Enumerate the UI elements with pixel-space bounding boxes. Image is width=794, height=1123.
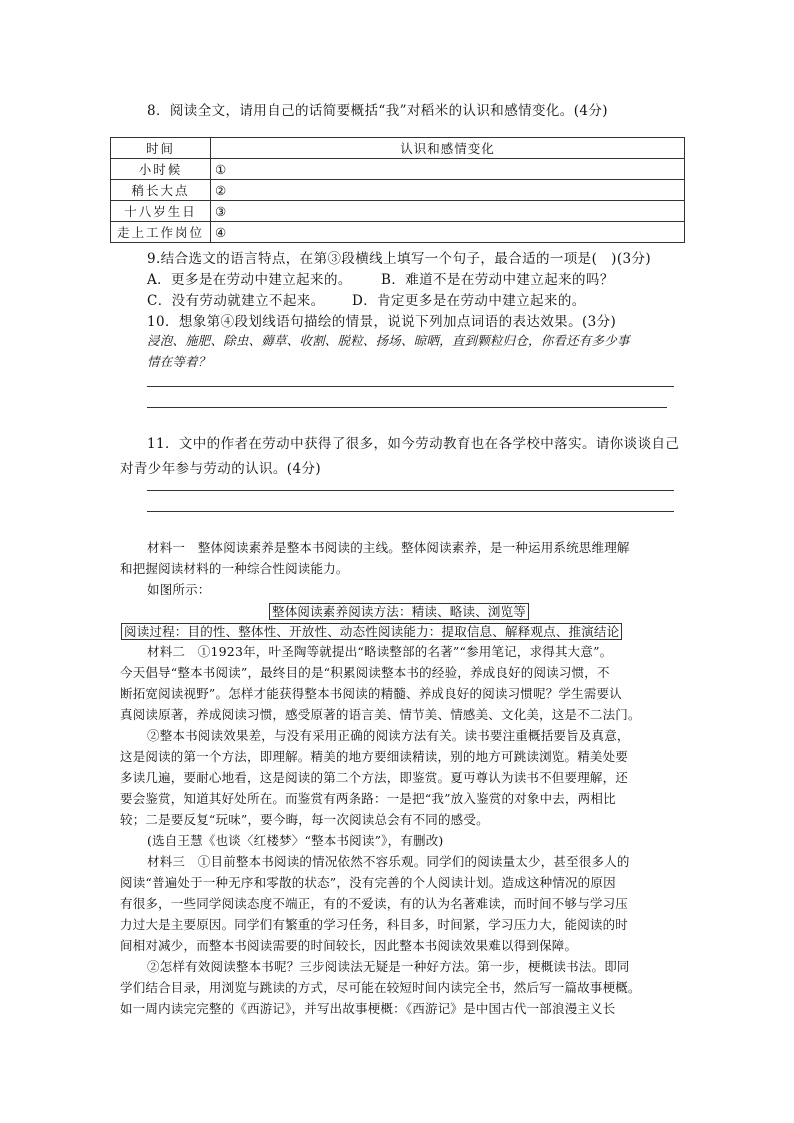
material-3-p1-line-1: 材料三 ①目前整本书阅读的情况依然不容乐观。同学们的阅读量太少，甚至很多人的 (147, 854, 630, 869)
material-2-p2-line-4: 要会鉴赏，知道其好处所在。而鉴赏有两条路：一是把“我”放入鉴赏的对象中去，两相比 (120, 791, 616, 806)
table-row (111, 180, 685, 201)
answer-line[interactable] (147, 490, 674, 491)
table-header-time: 时间 (111, 138, 211, 159)
option-a[interactable]: A．更多是在劳动中建立起来的。 (147, 272, 352, 288)
material-2-p1-line-2: 今天倡导“整本书阅读”，最终目的是“积累阅读整本书的经验，养成良好的阅读习惯，不 (120, 665, 610, 680)
material-3-p1-line-3: 有很多，一些同学阅读态度不端正，有的不爱读，有的认为名著难读，而时间不够与学习压 (120, 896, 629, 911)
table-header-change: 认识和感情变化 (211, 138, 685, 159)
question-10-line-2: 情在等着？ (147, 354, 211, 369)
answer-line[interactable] (147, 511, 674, 512)
option-b[interactable]: B．难道不是在劳动中建立起来的吗？ (381, 272, 614, 288)
material-3-p1-line-4: 力过大是主要原因。同学们有繁重的学习任务，科目多，时间紧，学习压力大，能阅读的时 (120, 917, 629, 932)
table-row (111, 222, 685, 243)
answer-line[interactable] (147, 407, 667, 408)
material-3-p2-line-2: 学们结合目录，用浏览与跳读的方式，尽可能在较短时间内读完全书，然后写一篇故事梗概。 (120, 980, 641, 995)
material-2-p1-line-4: 真阅读原著，养成阅读习惯，感受原著的语言美、情节美、情感美、文化美，这是不二法门。 (120, 707, 641, 722)
answer-table (110, 137, 685, 243)
material-3-p1-line-5: 间相对减少，而整本书阅读需要的时间较长，因此整本书阅读效果难以得到保障。 (120, 938, 578, 953)
question-11-line-1: 11．文中的作者在劳动中获得了很多，如今劳动教育也在各学校中落实。请你谈谈自己 (147, 436, 680, 452)
reading-process-box: 阅读过程：目的性、整体性、开放性、动态性阅读能力：提取信息、解释观点、推演结论 (121, 623, 622, 640)
question-9-stem: 9.结合选文的语言特点，在第③段横线上填写一个句子，最合适的一项是( )(3分) (147, 251, 652, 267)
material-1-line-2: 和把握阅读材料的一种综合性阅读能力。 (120, 561, 349, 576)
answer-line[interactable] (147, 386, 674, 387)
question-10-line-1: 浸泡、施肥、除虫、薅草、收割、脱粒、扬场、晾晒，直到颗粒归仓，你看还有多少事 (147, 333, 630, 348)
question-8: 8．阅读全文，请用自己的话简要概括“我”对稻米的认识和感情变化。(4分) (147, 103, 608, 119)
material-2-p2-line-3: 多读几遍，要耐心地看，这是阅读的第二个方法，即鉴赏。夏丏尊认为读书不但要理解，还 (120, 770, 629, 785)
table-cell-time: 小时候 (111, 159, 211, 180)
material-1-line-3: 如图所示： (147, 582, 211, 597)
material-2-p2-line-1: ②整本书阅读效果差，与没有采用正确的阅读方法有关。读书要注重概括要旨及真意， (147, 728, 630, 743)
reading-method-box: 整体阅读素养阅读方法：精读、略读、浏览等 (269, 603, 529, 620)
table-cell-answer[interactable]: ② (211, 180, 685, 201)
table-cell-answer[interactable]: ④ (211, 222, 685, 243)
material-2-p1-line-3: 断拓宽阅读视野”。怎样才能获得整本书阅读的精髓、养成良好的阅读习惯呢？学生需要认 (120, 686, 622, 701)
table-cell-time: 走上工作岗位 (111, 222, 211, 243)
material-3-p1-line-2: 阅读“普遍处于一种无序和零散的状态”，没有完善的个人阅读计划。造成这种情况的原因 (120, 875, 616, 890)
material-2-source: (选自王慧《也谈〈红楼梦〉“整本书阅读”》，有删改) (147, 833, 444, 848)
table-cell-time: 稍长大点 (111, 180, 211, 201)
material-2-p2-line-2: 这是阅读的第一个方法，即理解。精美的地方要细读精读，别的地方可跳读浏览。精美处要 (120, 749, 629, 764)
material-3-p2-line-1: ②怎样有效阅读整本书呢？三步阅读法无疑是一种好方法。第一步，梗概读书法。即同 (147, 959, 630, 974)
material-3-p2-line-3: 如一周内读完完整的《西游记》，并写出故事梗概：《西游记》是中国古代一部浪漫主义长 (120, 1001, 616, 1016)
question-10-stem: 10．想象第④段划线语句描绘的情景，说说下列加点词语的表达效果。(3分) (147, 314, 617, 330)
table-cell-answer[interactable]: ③ (211, 201, 685, 222)
material-2-p1-line-1: 材料二 ①1923年，叶圣陶等就提出“略读整部的名著”“参用笔记，求得其大意”。 (147, 644, 613, 659)
question-11-line-2: 对青少年参与劳动的认识。(4分) (120, 461, 322, 477)
table-row (111, 201, 685, 222)
material-2-p2-line-5: 较；二是要反复“玩味”，要今晦，每一次阅读总会有不同的感受。 (120, 812, 489, 827)
option-c[interactable]: C．没有劳动就建立不起来。 (147, 293, 325, 309)
table-cell-answer[interactable]: ① (211, 159, 685, 180)
table-header-row (111, 138, 685, 159)
option-d[interactable]: D．肯定更多是在劳动中建立起来的。 (352, 293, 586, 309)
material-1-line-1: 材料一 整体阅读素养是整本书阅读的主线。整体阅读素养，是一种运用系统思维理解 (147, 540, 630, 555)
table-cell-time: 十八岁生日 (111, 201, 211, 222)
table-row (111, 159, 685, 180)
